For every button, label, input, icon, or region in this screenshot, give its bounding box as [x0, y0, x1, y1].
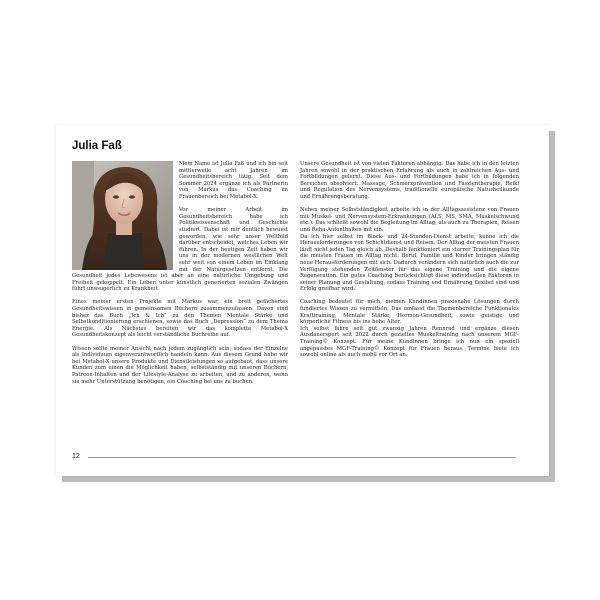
- right-paragraph-3: Da ich hier selbst im Block- und 24-Stunden-Dienst arbeite, kenne ich die Herausforderungen von Schichtdienst und Reisen. Der Alltag der meisten Frauen läuft nicht jeden Tag gleich ab. Deshalb funktioniert ein starrer Trainingsplan für die meisten Frauen im Alltag nicht. Beruf, Familie und Kinder bringen ständig neue Herausforderungen mit sich. Dadurch verändern sich natürlich auch die zur Verfügung stehenden Zeitfenster für das eigene Training und die eigene Regeneration. Ein gutes Coaching berücksichtigt diese individuellen Faktoren in seiner Planung und Gestaltung, sodass Training und Ernährung flexibel sind und Erfolg greifbar wird.: [300, 233, 519, 293]
- right-paragraph-2: Neben meiner Selbstständigkeit arbeite ich in der Alltagsassistenz von Frauen mit Muskel- und Nervensystem-Erkrankungen (ALS, MS, SMA, Muskelschwund etc.). Das schließt sowohl die Begleitung im Alltag, als auch zu Therapien, Reisen und Reha-Aufenthalten mit ein.: [300, 207, 519, 233]
- left-paragraph-4: Wissen sollte meiner Ansicht nach jedem zugänglich sein, sodass der Einzelne als Individuum eigenverantwortlich handeln kann. Aus diesem Grund habe wir bei Metabol-X unsere Produkte und Dienstleistungen so aufgebaut, dass unsere Kunden zum einen die Möglichkeit haben, selbstständig mit unseren Büchern, Patreon-Inhalten und der Lifestyle-Analyse zu arbeiten, und zu anderen, wenn sie mehr Unterstützung benötigen, ein Coaching bei uns zu buchen.: [72, 345, 288, 385]
- document-page: [56, 125, 549, 476]
- right-paragraph-1: Unsere Gesundheit ist von vielen Faktoren abhängig. Das habe ich in den letzten Jahren sowohl in der praktischen Erfahrung als auch in zahlreichen Aus- und Fortbildungen gelernt. Diese Aus- und Fortbildungen habe ich in folgenden Bereichen absolviert: Massage, Schmerzprävention und Faszientherapie, Reiki und Regulation des Nervensystems, traditionelle europäische Naturheilkunde und Ernährungsberatung.: [300, 161, 519, 200]
- left-column: [72, 161, 288, 392]
- portrait-photo: [72, 161, 173, 270]
- left-paragraph-2: Vor meiner Arbeit im Gesundheitsbereich habe ich Politikwissenschaft und Geschichte studiert. Dabei ist mir deutlich bewusst geworden, wie sehr unser Weltbild darüber entscheidet, welches Leben wir führen. In der heutigen Zeit haben wir uns in der modernen westlichen Welt sehr weit von einem Leben im Einklang mit der Naturgesetzen entfernt. Die Gesundheit jedes Lebewesens ist aber an eine natürliche Umgebung und Freiheit gekoppelt. Ein Leben unter künstlich generierten sozialen Zwängen führt unweigerlich zu Krankheit.: [72, 207, 288, 293]
- page-number: 12: [72, 453, 80, 460]
- right-paragraph-5: Ich selbst fahre seit gut zwanzig Jahren Rennrad und ergänze diesen Ausdauersport seit 2022 durch gezieltes Muskeltraining nach unserem MGF-Training© Konzept. Für meine Kundinnen bringe ich nun ein speziell angepasstes MGF-Training© Konzept für Frauen heraus. Termine biete ich sowohl online als auch mobil vor Ort an.: [300, 325, 519, 359]
- left-paragraph-1: Mein Name ist Julia Faß und ich bin seit mittlerweile acht Jahren im Gesundheitsbereich tätig. Seit dem Sommer 2024 ergänze ich als Partnerin von Markus das Coaching im Frauenbereich bei Metabol-X.: [179, 161, 288, 200]
- right-column: [300, 161, 519, 365]
- right-paragraph-4: Coaching bedeutet für mich, meinen Kundinnen praxisnahe Lösungen durch fundiertes Wissen zu vermitteln. Das umfasst die Themenbereiche Funktionales Krafttraining, Mentale Stärke, Hormon-Gesundheit, sowie geistige und körperliche Fitness bis ins hohe Alter.: [300, 299, 519, 326]
- footer-divider: [88, 457, 516, 458]
- page-footer: [72, 453, 518, 463]
- page-title: Julia Faß: [72, 140, 122, 152]
- left-paragraph-3: Eines meiner ersten Projekte mit Markus war, ein breit gefächertes Gesundheitswissen in gemeinsamen Büchern zusammenzufassen. Davon sind bisher das Buch „Ich & Ich“ zu den Themen Mentale Stärke und Selbstkonditionierung erschienen, sowie das Buch „Depression“ zu dem Thema Energie. Als Nächstes bereiten wir das komplette Metabol-X Gesundheitskonzept als leicht verständliche Buchreihe auf.: [72, 299, 288, 339]
